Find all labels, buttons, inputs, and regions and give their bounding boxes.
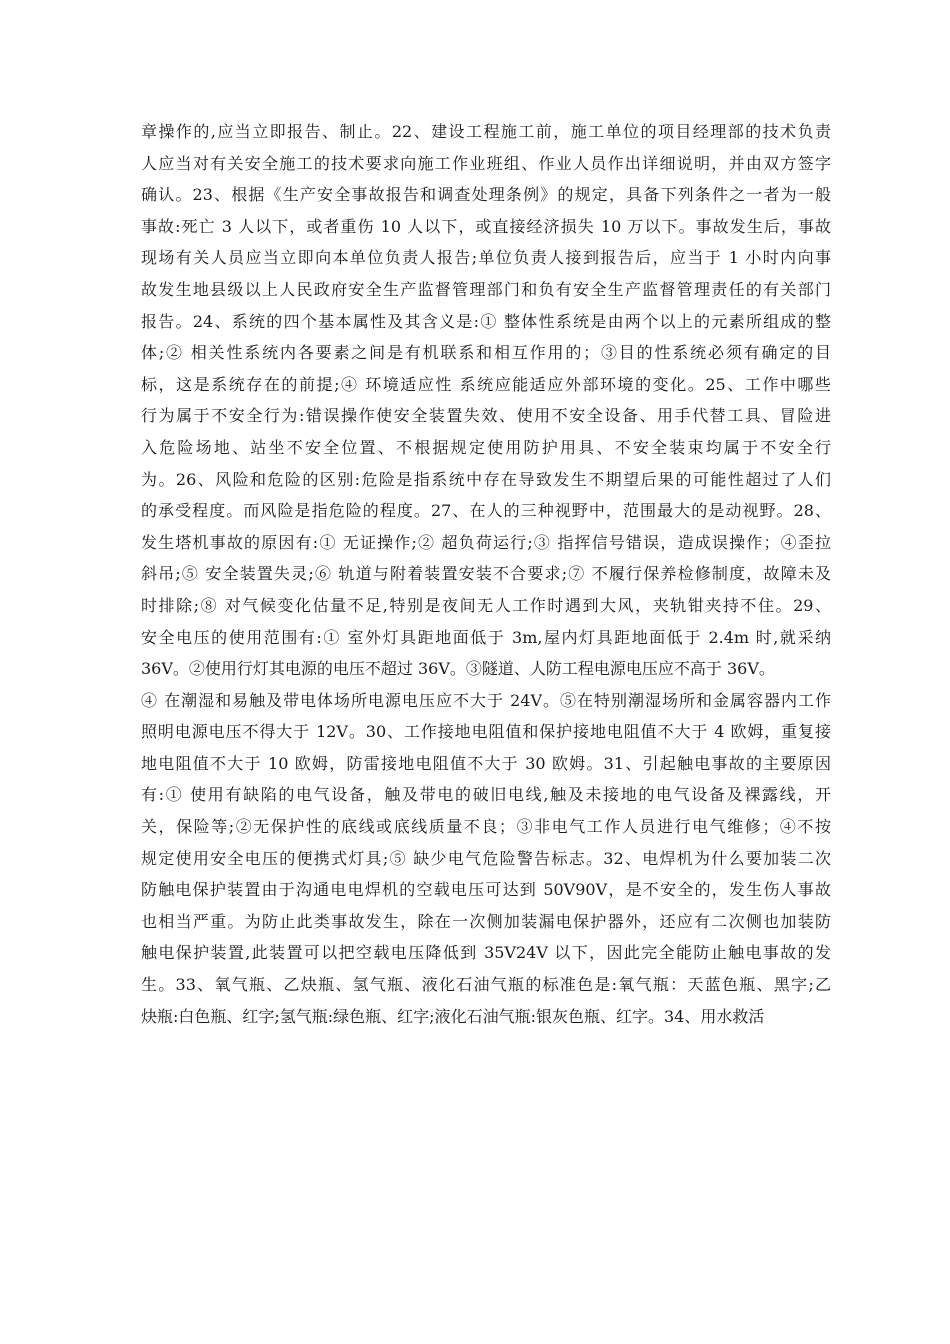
text-line: 标，这是系统存在的前提;④ 环境适应性 系统应能适应外部环境的变化。25、工作中哪些	[141, 374, 831, 394]
text-line: ④ 在潮湿和易触及带电体场所电源电压应不大于 24V。⑤在特别潮湿场所和金属容器内工作	[141, 690, 831, 710]
text-line: 的承受程度。而风险是指危险的程度。27、在人的三种视野中，范围最大的是动视野。28、	[141, 501, 831, 521]
text-line: 发生塔机事故的原因有:① 无证操作;② 超负荷运行;③ 指挥信号错误，造成误操作；④歪拉	[141, 532, 831, 552]
text-line: 行为属于不安全行为:错误操作使安全装置失效、使用不安全设备、用手代替工具、冒险进	[141, 406, 831, 426]
text-line: 地电阻值不大于 10 欧姆，防雷接地电阻值不大于 30 欧姆。31、引起触电事故的主要原因	[141, 753, 831, 773]
text-line: 关，保险等;②无保护性的底线或底线质量不良；③非电气工作人员进行电气维修；④不按	[141, 817, 831, 837]
text-line: 入危险场地、站坐不安全位置、不根据规定使用防护用具、不安全装束均属于不安全行	[141, 437, 831, 457]
text-line: 炔瓶:白色瓶、红字;氢气瓶:绿色瓶、红字;液化石油气瓶:银灰色瓶、红字。34、用水救活	[141, 1006, 765, 1026]
text-line: 为。26、风险和危险的区别:危险是指系统中存在导致发生不期望后果的可能性超过了人们	[141, 469, 831, 489]
text-line: 规定使用安全电压的便携式灯具;⑤ 缺少电气危险警告标志。32、电焊机为什么要加装二次	[141, 848, 831, 868]
text-line: 也相当严重。为防止此类事故发生，除在一次侧加装漏电保护器外，还应有二次侧也加装防	[141, 911, 831, 931]
body-text	[141, 116, 831, 1032]
text-line: 现场有关人员应当立即向本单位负责人报告;单位负责人接到报告后，应当于 1 小时内向事	[141, 248, 831, 268]
text-line: 报告。24、系统的四个基本属性及其含义是:① 整体性系统是由两个以上的元素所组成的整	[141, 311, 831, 331]
text-line: 安全电压的使用范围有:① 室外灯具距地面低于 3m,屋内灯具距地面低于 2.4m 时,就采纳	[141, 627, 831, 647]
text-line: 斜吊;⑤ 安全装置失灵;⑥ 轨道与附着装置安装不合要求;⑦ 不履行保养检修制度，故障未及	[141, 564, 831, 584]
text-line: 时排除;⑧ 对气候变化估量不足,特别是夜间无人工作时遇到大风，夹轨钳夹持不住。29、	[141, 595, 831, 615]
text-line: 事故:死亡 3 人以下，或者重伤 10 人以下，或直接经济损失 10 万以下。事故发生后，事故	[141, 216, 831, 236]
text-line: 触电保护装置,此装置可以把空载电压降低到 35V24V 以下，因此完全能防止触电事故的发	[141, 943, 831, 963]
text-line: 36V。②使用行灯其电源的电压不超过 36V。③隧道、人防工程电源电压应不高于 36V。	[141, 659, 775, 679]
text-line: 生。33、氧气瓶、乙炔瓶、氢气瓶、液化石油气瓶的标准色是:氧气瓶：天蓝色瓶、黑字;乙	[141, 975, 831, 995]
text-line: 有:① 使用有缺陷的电气设备，触及带电的破旧电线,触及未接地的电气设备及裸露线，开	[141, 785, 831, 805]
text-line: 人应当对有关安全施工的技术要求向施工作业班组、作业人员作出详细说明，并由双方签字	[141, 153, 831, 173]
text-line: 章操作的,应当立即报告、制止。22、建设工程施工前，施工单位的项目经理部的技术负责	[141, 122, 831, 141]
text-line: 照明电源电压不得大于 12V。30、工作接地电阻值和保护接地电阻值不大于 4 欧姆，重复接	[141, 722, 831, 742]
text-line: 防触电保护装置由于沟通电电焊机的空载电压可达到 50V90V，是不安全的，发生伤人事故	[141, 880, 831, 900]
text-line: 体;② 相关性系统内各要素之间是有机联系和相互作用的；③目的性系统必须有确定的目	[141, 343, 831, 363]
text-line: 故发生地县级以上人民政府安全生产监督管理部门和负有安全生产监督管理责任的有关部门	[141, 279, 831, 299]
text-line: 确认。23、根据《生产安全事故报告和调查处理条例》的规定，具备下列条件之一者为一般	[141, 185, 831, 205]
